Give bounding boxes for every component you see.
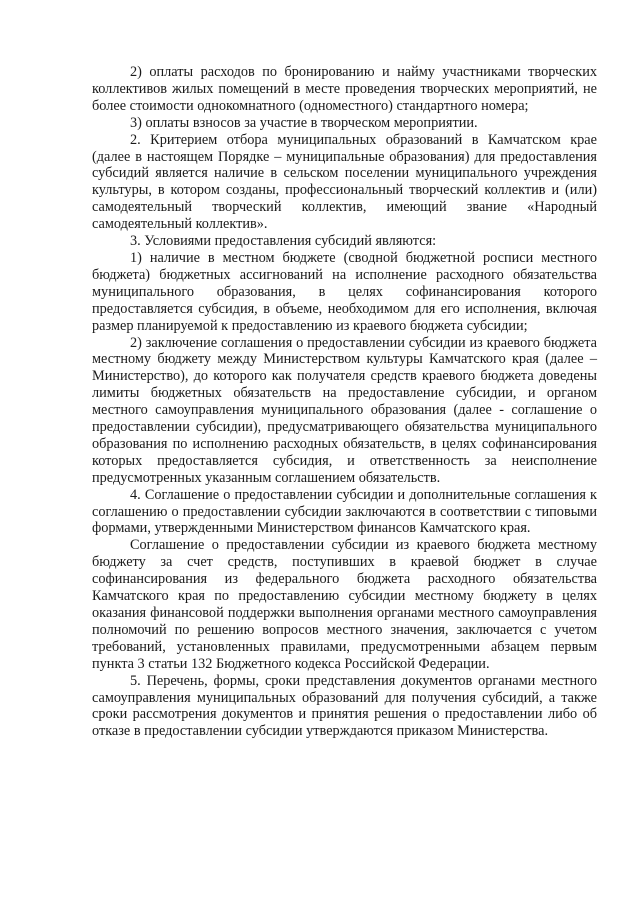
- paragraph-agreement-federal: Соглашение о предоставлении субсидии из краевого бюджета местному бюджету за счет средств, поступивших в краевой бюджет в случае софинансирования из федерального бюджета расходного обязательства Камчатского края по предоставлению субсидии местному бюджету в целях оказания финансовой поддержки выполнения органами местного самоуправления полномочий по решению вопросов местного значения, заключается с учетом требований, установленных правилами, предусмотренными абзацем первым пункта 3 статьи 132 Бюджетного кодекса Российской Федерации.: [92, 537, 597, 672]
- paragraph-item-3-fees: 3) оплаты взносов за участие в творческом мероприятии.: [130, 114, 478, 131]
- paragraph-clause-2-criterion: 2. Критерием отбора муниципальных образований в Камчатском крае (далее в настоящем Порядке – муниципальные образования) для предоставления субсидий является наличие в сельском поселении муниципального учреждения культуры, в котором созданы, профессиональный творческий коллектив и (или) самодеятельный творческий коллектив, имеющий звание «Народный самодеятельный коллектив».: [92, 131, 597, 233]
- paragraph-clause-5-documents: 5. Перечень, формы, сроки представления документов органами местного самоуправления муниципальных образований для получения субсидий, а также сроки рассмотрения документов и принятия решения о предоставлении либо об отказе в предоставлении субсидии утверждаются приказом Министерства.: [92, 672, 597, 740]
- paragraph-clause-3-conditions: 3. Условиями предоставления субсидий являются:: [130, 233, 437, 250]
- paragraph-clause-4-agreement: 4. Соглашение о предоставлении субсидии и дополнительные соглашения к соглашению о предоставлении субсидии заключаются в соответствии с типовыми формами, утвержденными Министерством финансов Камчатского края.: [92, 486, 597, 537]
- paragraph-item-2-booking: 2) оплаты расходов по бронированию и найму участниками творческих коллективов жилых помещений в месте проведения творческих мероприятий, не более стоимости однокомнатного (одноместного) стандартного номера;: [92, 64, 597, 114]
- document-page: [92, 64, 597, 740]
- paragraph-condition-1: 1) наличие в местном бюджете (сводной бюджетной росписи местного бюджета) бюджетных ассигнований на исполнение расходного обязательства муниципального образования, в целях софинансирования которого предоставляется субсидия, в объеме, необходимом для его исполнения, включая размер планируемой к предоставлению из краевого бюджета субсидии;: [92, 249, 597, 334]
- paragraph-condition-2: 2) заключение соглашения о предоставлении субсидии из краевого бюджета местному бюджету между Министерством культуры Камчатского края (далее – Министерство), до которого как получателя средств краевого бюджета доведены лимиты бюджетных обязательств на предоставление субсидии, и органом местного самоуправления муниципального образования (далее - соглашение о предоставлении субсидии), предусматривающего обязательства муниципального образования по исполнению расходных обязательств, в целях софинансирования которых предоставляется субсидия, и ответственность за неисполнение предусмотренных указанным соглашением обязательств.: [92, 334, 597, 486]
